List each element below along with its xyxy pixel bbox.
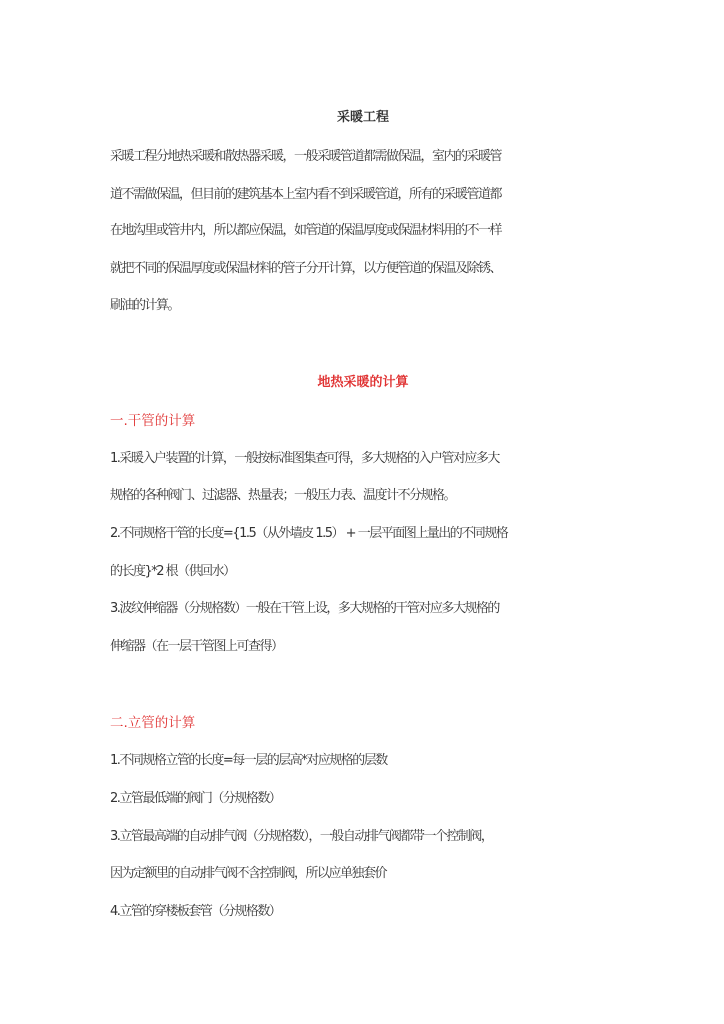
main-pipe-line-5: 3.波纹伸缩器（分规格数）一般在干管上设，多大规格的干管对应多大规格的: [110, 601, 499, 616]
riser-line-4: 因为定额里的自动排气阀不含控制阀，所以应单独套价: [110, 866, 387, 881]
riser-line-5: 4.立管的穿楼板套管（分规格数）: [110, 904, 281, 919]
section-title: 地热采暖的计算: [317, 375, 409, 390]
main-pipe-line-3: 2.不同规格干管的长度={1.5（从外墙皮 1.5） + 一层平面图上量出的不同规格: [110, 526, 508, 541]
riser-line-3: 3.立管最高端的自动排气阀（分规格数），一般自动排气阀都带一个控制阀，: [110, 829, 493, 844]
document-title: 采暖工程: [336, 110, 389, 125]
riser-line-2: 2.立管最低端的阀门（分规格数）: [110, 791, 281, 806]
main-pipe-line-4: 的长度}*2 根（供回水）: [110, 564, 235, 579]
intro-line-1: 采暖工程分地热采暖和散热器采暖，一般采暖管道都需做保温，室内的采暖管: [110, 149, 502, 164]
intro-line-2: 道不需做保温，但目前的建筑基本上室内看不到采暖管道，所有的采暖管道都: [110, 187, 502, 202]
main-pipe-heading: 一.干管的计算: [110, 413, 196, 429]
main-pipe-line-2: 规格的各种阀门、过滤器、热量表；一般压力表、温度计不分规格。: [110, 488, 456, 503]
intro-line-3: 在地沟里或管井内，所以都应保温，如管道的保温厚度或保温材料用的不一样: [110, 223, 502, 238]
main-pipe-line-1: 1.采暖入户装置的计算，一般按标准图集查可得，多大规格的入户管对应多大: [110, 451, 499, 466]
intro-line-5: 刷油的计算。: [110, 298, 180, 313]
riser-line-1: 1.不同规格立管的长度=每一层的层高*对应规格的层数: [110, 753, 387, 768]
main-pipe-line-6: 伸缩器（在一层干管图上可查得）: [110, 639, 283, 654]
riser-heading: 二.立管的计算: [110, 715, 196, 731]
intro-line-4: 就把不同的保温厚度或保温材料的管子分开计算，以方便管道的保温及除锈、: [110, 261, 502, 276]
